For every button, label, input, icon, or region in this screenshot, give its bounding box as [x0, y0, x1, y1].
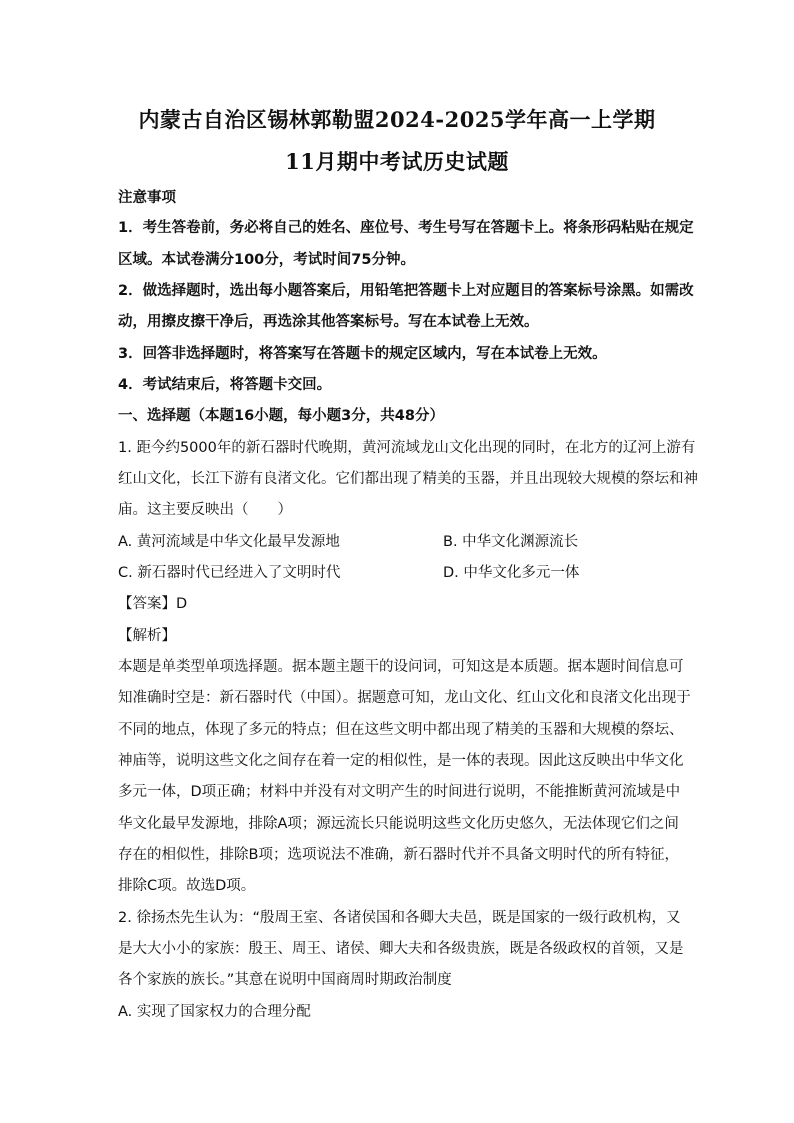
question-1-answer: 【答案】D: [118, 596, 188, 612]
analysis-line: 多元一体，D项正确；材料中并没有对文明产生的时间进行说明，不能推断黄河流域是中: [118, 784, 681, 800]
notice-heading: 注意事项: [118, 190, 176, 206]
question-1-line: 1. 距今约5000年的新石器时代晚期，黄河流域龙山文化出现的同时，在北方的辽河上游有: [118, 440, 696, 456]
question-1-option-d: D. 中华文化多元一体: [443, 565, 580, 581]
question-1-option-a: A. 黄河流域是中华文化最早发源地: [118, 534, 340, 550]
analysis-line: 存在的相似性，排除B项；选项说法不准确，新石器时代并不具备文明时代的所有特征，: [118, 847, 679, 863]
question-2-line: 各个家族的族长。”其意在说明中国商周时期政治制度: [118, 972, 452, 988]
question-2-line: 2. 徐扬杰先生认为：“殷周王室、各诸侯国和各卿大夫邑，既是国家的一级行政机构，又: [118, 910, 681, 926]
analysis-line: 知准确时空是：新石器时代（中国）。据题意可知，龙山文化、红山文化和良渚文化出现于: [118, 690, 691, 706]
notice-line: 区域。本试卷满分100分，考试时间75分钟。: [118, 252, 415, 268]
analysis-line: 华文化最早发源地，排除A项；源远流长只能说明这些文化历史悠久，无法体现它们之间: [118, 816, 679, 832]
notice-line: 1．考生答卷前，务必将自己的姓名、座位号、考生号写在答题卡上。将条形码粘贴在规定: [118, 220, 694, 236]
analysis-line: 本题是单类型单项选择题。据本题主题干的设问词，可知这是本质题。据本题时间信息可: [118, 659, 684, 675]
notice-line: 3．回答非选择题时，将答案写在答题卡的规定区域内，写在本试卷上无效。: [118, 346, 607, 362]
title-line-1: 内蒙古自治区锡林郭勒盟2024-2025学年高一上学期: [138, 107, 656, 132]
question-1-option-c: C. 新石器时代已经进入了文明时代: [118, 565, 341, 581]
question-1-line: 庙。这主要反映出（ ）: [118, 502, 292, 518]
question-1-analysis-label: 【解析】: [118, 628, 176, 644]
notice-line: 2．做选择题时，选出每小题答案后，用铅笔把答题卡上对应题目的答案标号涂黑。如需改: [118, 283, 694, 299]
question-2-option-a: A. 实现了国家权力的合理分配: [118, 1004, 311, 1020]
notice-line: 动，用擦皮擦干净后，再选涂其他答案标号。写在本试卷上无效。: [118, 314, 539, 330]
analysis-line: 排除C项。故选D项。: [118, 878, 256, 894]
question-2-line: 是大大小小的家族：殷王、周王、诸侯、卿大夫和各级贵族，既是各级政权的首领，又是: [118, 941, 684, 957]
section-heading: 一、选择题（本题16小题，每小题3分，共48分）: [118, 408, 444, 424]
question-1-line: 红山文化，长江下游有良渚文化。它们都出现了精美的玉器，并且出现较大规模的祭坛和神: [118, 471, 698, 487]
analysis-line: 神庙等，说明这些文化之间存在着一定的相似性，是一体的表现。因此这反映出中华文化: [118, 753, 684, 769]
title-line-2: 11月期中考试历史试题: [285, 149, 509, 174]
analysis-line: 不同的地点，体现了多元的特点；但在这些文明中都出现了精美的玉器和大规模的祭坛、: [118, 722, 684, 738]
question-1-option-b: B. 中华文化渊源流长: [443, 534, 579, 550]
notice-line: 4．考试结束后，将答题卡交回。: [118, 377, 332, 393]
